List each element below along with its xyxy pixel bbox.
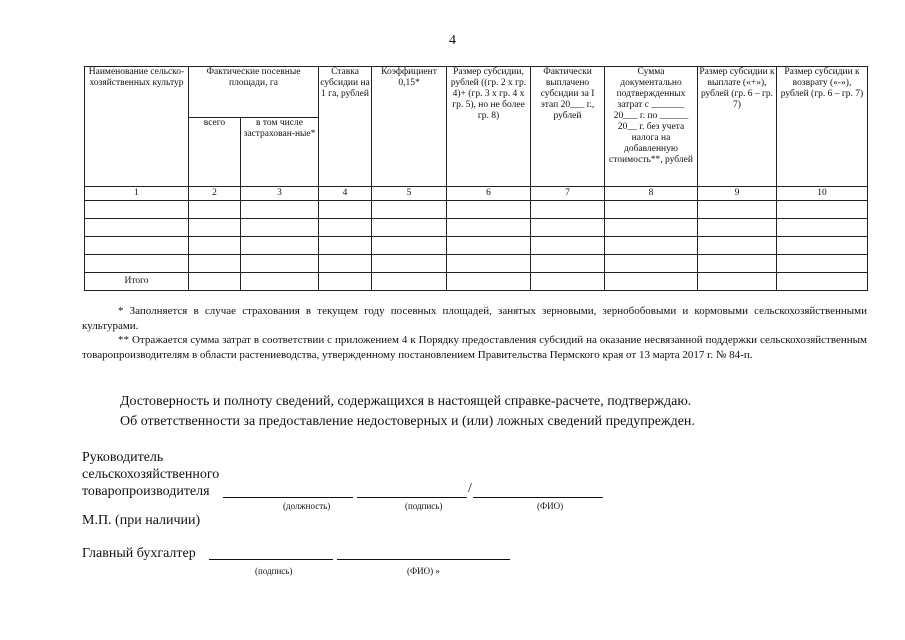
accountant-name-field[interactable] xyxy=(337,559,510,560)
footnote-2: ** Отражается сумма затрат в соответствии с приложением 4 к Порядку предоставления субсидий на оказание несвязанной поддержки сельскохозяйственным товаропроизводителям в области растениеводства, утвержденному постановлением Правительства Пермского края от 13 марта 2017 г. № 84-п. xyxy=(82,334,867,361)
slash-separator: / xyxy=(468,481,472,496)
full-name-field[interactable] xyxy=(473,497,603,498)
column-number: 3 xyxy=(241,187,319,201)
header-crop-name: Наименование сельско-хозяйственных культур xyxy=(85,67,189,187)
column-number: 7 xyxy=(531,187,605,201)
table-cell[interactable] xyxy=(372,237,447,255)
total-label: Итого xyxy=(85,273,189,291)
header-insured-area: в том числе застрахован-ные* xyxy=(241,118,319,187)
table-cell[interactable] xyxy=(698,255,777,273)
table-cell[interactable] xyxy=(241,237,319,255)
column-number: 1 xyxy=(85,187,189,201)
subsidy-table xyxy=(84,66,868,291)
table-cell[interactable] xyxy=(777,219,868,237)
column-number: 8 xyxy=(605,187,698,201)
column-number: 9 xyxy=(698,187,777,201)
table-cell[interactable] xyxy=(605,255,698,273)
footnote-1: * Заполняется в случае страхования в текущем году посевных площадей, занятых зерновыми, зернобобовыми и кормовыми сельскохозяйственными культурами. xyxy=(82,305,867,332)
caption-full-name-accountant: (ФИО) » xyxy=(407,566,440,576)
head-title-line-2: сельскохозяйственного xyxy=(82,467,220,482)
table-cell[interactable] xyxy=(777,273,868,291)
table-cell[interactable] xyxy=(85,255,189,273)
table-cell[interactable] xyxy=(372,273,447,291)
table-cell[interactable] xyxy=(531,255,605,273)
signature-field[interactable] xyxy=(357,497,467,498)
header-row xyxy=(85,67,868,118)
header-to-return: Размер субсидии к возврату («-»), рублей (гр. 6 – гр. 7) xyxy=(777,67,868,187)
table-cell[interactable] xyxy=(241,219,319,237)
table-cell[interactable] xyxy=(372,255,447,273)
table-cell[interactable] xyxy=(241,255,319,273)
table-cell[interactable] xyxy=(605,201,698,219)
caption-signature-accountant: (подпись) xyxy=(255,566,293,576)
table-row xyxy=(85,219,868,237)
table-cell[interactable] xyxy=(605,237,698,255)
header-rate: Ставка субсидии на 1 га, рублей xyxy=(319,67,372,187)
page-number: 4 xyxy=(449,33,456,48)
table-cell[interactable] xyxy=(447,237,531,255)
table-cell[interactable] xyxy=(777,237,868,255)
table-cell[interactable] xyxy=(319,237,372,255)
caption-signature: (подпись) xyxy=(405,501,443,511)
declaration-line-2: Об ответственности за предоставление недостоверных и (или) ложных сведений предупрежден. xyxy=(120,414,695,429)
column-number-row xyxy=(85,187,868,201)
table-row xyxy=(85,237,868,255)
column-number: 5 xyxy=(372,187,447,201)
header-actual-area: Фактические посевные площади, га xyxy=(189,67,319,118)
head-title-line-3: товаропроизводителя xyxy=(82,484,210,499)
header-total-area: всего xyxy=(189,118,241,187)
table-cell[interactable] xyxy=(372,219,447,237)
position-field[interactable] xyxy=(223,497,353,498)
table-cell[interactable] xyxy=(698,201,777,219)
table-cell[interactable] xyxy=(447,255,531,273)
table-cell[interactable] xyxy=(447,201,531,219)
chief-accountant-label: Главный бухгалтер xyxy=(82,546,196,561)
declaration-line-1: Достоверность и полноту сведений, содержащихся в настоящей справке-расчете, подтверждаю. xyxy=(120,394,692,409)
column-number: 10 xyxy=(777,187,868,201)
accountant-signature-field[interactable] xyxy=(209,559,333,560)
caption-position: (должность) xyxy=(283,501,331,511)
table-cell[interactable] xyxy=(241,201,319,219)
table-cell[interactable] xyxy=(319,255,372,273)
header-coefficient: Коэффициент 0,15* xyxy=(372,67,447,187)
table-cell[interactable] xyxy=(189,273,241,291)
column-number: 2 xyxy=(189,187,241,201)
table-cell[interactable] xyxy=(447,219,531,237)
table-cell[interactable] xyxy=(189,255,241,273)
column-number: 6 xyxy=(447,187,531,201)
table-cell[interactable] xyxy=(531,201,605,219)
table-cell[interactable] xyxy=(85,219,189,237)
table-cell[interactable] xyxy=(447,273,531,291)
header-subsidy-size: Размер субсидии, рублей ((гр. 2 х гр. 4)+ (гр. 3 х гр. 4 х гр. 5), но не более гр. 8) xyxy=(447,67,531,187)
table-cell[interactable] xyxy=(319,219,372,237)
caption-full-name: (ФИО) xyxy=(537,501,564,511)
table-cell[interactable] xyxy=(85,201,189,219)
table-cell[interactable] xyxy=(698,237,777,255)
table-cell[interactable] xyxy=(698,273,777,291)
table-cell[interactable] xyxy=(605,273,698,291)
table-cell[interactable] xyxy=(605,219,698,237)
table-cell[interactable] xyxy=(85,237,189,255)
table-cell[interactable] xyxy=(189,237,241,255)
total-row xyxy=(85,273,868,291)
table-cell[interactable] xyxy=(531,219,605,237)
stamp-label: М.П. (при наличии) xyxy=(82,513,201,528)
table-cell[interactable] xyxy=(777,255,868,273)
header-actually-paid: Фактически выплачено субсидии за I этап 20___ г., рублей xyxy=(531,67,605,187)
table-cell[interactable] xyxy=(189,201,241,219)
table-cell[interactable] xyxy=(531,237,605,255)
head-title-line-1: Руководитель xyxy=(82,450,164,465)
table-cell[interactable] xyxy=(241,273,319,291)
table-cell[interactable] xyxy=(531,273,605,291)
table-cell[interactable] xyxy=(189,219,241,237)
header-confirmed-costs: Сумма документально подтвержденных затрат с _______ 20___ г. по ______ 20__ г. без учета налога на добавленную стоимость**, рублей xyxy=(605,67,698,187)
header-to-pay: Размер субсидии к выплате («+»), рублей (гр. 6 – гр. 7) xyxy=(698,67,777,187)
table-cell[interactable] xyxy=(319,201,372,219)
table-row xyxy=(85,201,868,219)
column-number: 4 xyxy=(319,187,372,201)
table-cell[interactable] xyxy=(319,273,372,291)
table-cell[interactable] xyxy=(777,201,868,219)
table-cell[interactable] xyxy=(698,219,777,237)
table-cell[interactable] xyxy=(372,201,447,219)
table-row xyxy=(85,255,868,273)
